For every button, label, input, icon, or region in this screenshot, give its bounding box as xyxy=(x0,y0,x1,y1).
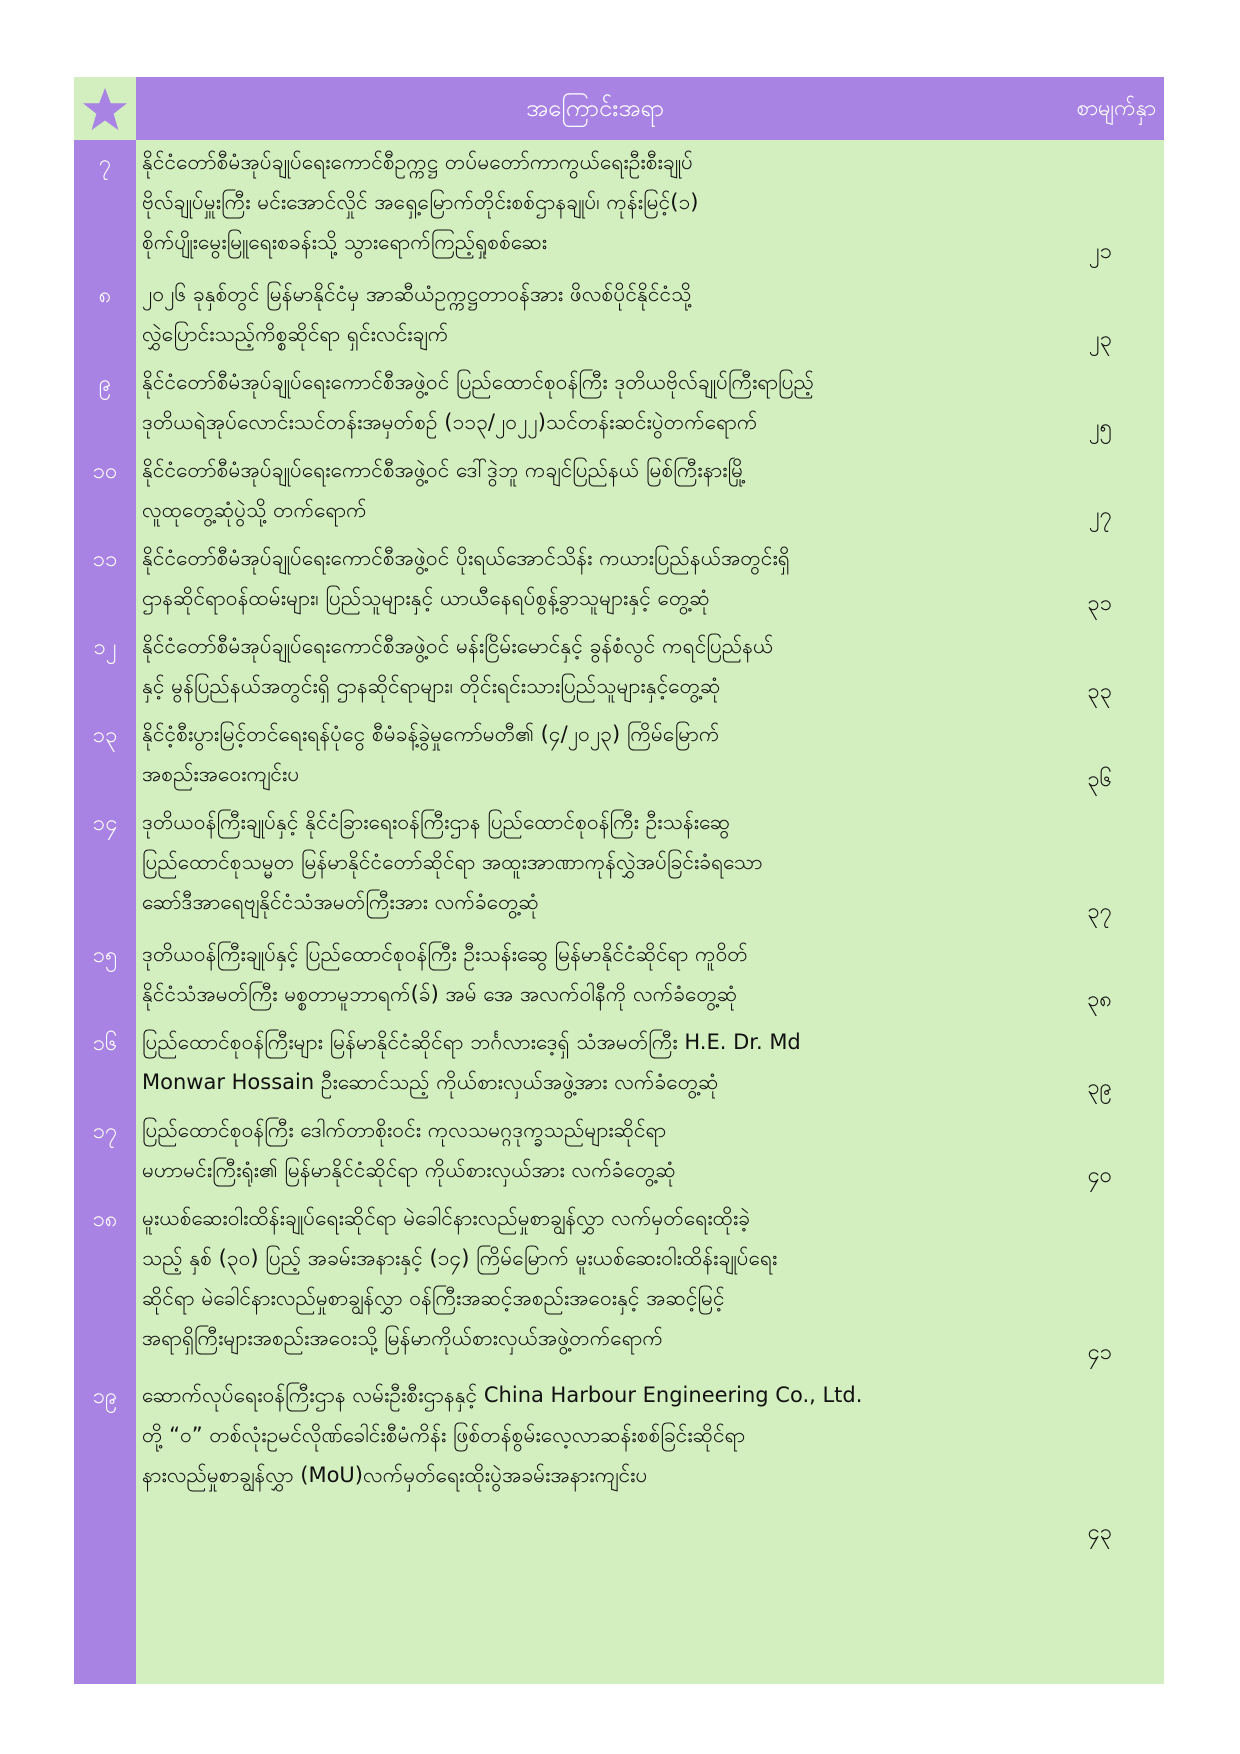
header-page-label: စာမျက်နှာ xyxy=(1076,96,1156,121)
entry-number: ၁၄ xyxy=(92,811,118,836)
entry-number: ၈ xyxy=(98,283,112,308)
entry-page-number: ၃၈ xyxy=(1087,987,1112,1012)
toc-entry[interactable] xyxy=(74,802,1164,934)
toc-entry[interactable] xyxy=(74,450,1164,538)
toc-entry[interactable] xyxy=(74,142,1164,274)
entry-title: နိုင်ငံ့စီးပွားမြင့်တင်ရေးရန်ပုံငွေ စီမံခန့်ခွဲမှုကော်မတီ၏ (၄/၂၀၂၃) ကြိမ်မြောက် အစည်းအဝေးကျင်းပ xyxy=(142,722,720,786)
entry-title: ဒုတိယဝန်ကြီးချုပ်နှင့် နိုင်ငံခြားရေးဝန်ကြီးဌာန ပြည်ထောင်စုဝန်ကြီး ဦးသန်းဆွေ ပြည်ထောင်စုသမ္မတ မြန်မာနိုင်ငံတော်ဆိုင်ရာ အထူးအာဏာကုန်လွှဲအပ်ခြင်းခံရသော ဆော်ဒီအာရေဗျနိုင်ငံသံအမတ်ကြီးအား လက်ခံတွေ့ဆုံ xyxy=(142,810,763,914)
entry-page-number: ၄၁ xyxy=(1087,1340,1112,1365)
entry-title: နိုင်ငံတော်စီမံအုပ်ချုပ်ရေးကောင်စီအဖွဲ့ဝင် ပြည်ထောင်စုဝန်ကြီး ဒုတိယဗိုလ်ချုပ်ကြီးရာပြည့် ဒုတိယရဲအုပ်လောင်းသင်တန်းအမှတ်စဉ် (၁၁၃/၂၀၂၂)သင်တန်းဆင်းပွဲတက်ရောက် xyxy=(142,370,814,434)
entry-number: ၁၃ xyxy=(92,723,118,748)
entry-title: မူးယစ်ဆေးဝါးထိန်းချုပ်ရေးဆိုင်ရာ မဲခေါင်နားလည်မှုစာချွန်လွှာ လက်မှတ်ရေးထိုးခဲ့ သည့် နှစ် (၃၀) ပြည့် အခမ်းအနားနှင့် (၁၄) ကြိမ်မြောက် မူးယစ်ဆေးဝါးထိန်းချုပ်ရေး ဆိုင်ရာ မဲခေါင်နားလည်မှုစာချွန်လွှာ ဝန်ကြီးအဆင့်အစည်းအဝေးနှင့် အဆင့်မြင့် အရာရှိကြီးများအစည်းအဝေးသို့ မြန်မာကိုယ်စားလှယ်အဖွဲ့တက်ရောက် xyxy=(142,1206,778,1350)
star-icon xyxy=(74,77,136,140)
entry-number: ၁၉ xyxy=(92,1384,118,1409)
entry-number: ၁၂ xyxy=(93,635,117,660)
toc-entry[interactable] xyxy=(74,714,1164,802)
entry-page-number: ၂၅ xyxy=(1088,415,1112,440)
entry-number: ၁၈ xyxy=(92,1207,118,1232)
toc-entry[interactable] xyxy=(74,1198,1164,1375)
entry-page-number: ၂၃ xyxy=(1088,327,1112,352)
entry-number: ၁၀ xyxy=(92,459,118,484)
toc-entry[interactable] xyxy=(74,274,1164,362)
entry-page-number: ၄၃ xyxy=(1087,1520,1112,1545)
entry-title: ဆောက်လုပ်ရေးဝန်ကြီးဌာန လမ်းဦးစီးဌာနနှင့် China Harbour Engineering Co., Ltd. တို့ “ဝ” တစ်လုံးဥမင်လိုဏ်ခေါင်းစီမံကိန်း ဖြစ်တန်စွမ်းလေ့လာဆန်းစစ်ခြင်းဆိုင်ရာ နားလည်မှုစာချွန်လွှာ (MoU)လက်မှတ်ရေးထိုးပွဲအခမ်းအနားကျင်းပ xyxy=(142,1383,863,1487)
entry-page-number: ၃၃ xyxy=(1087,679,1112,704)
entry-title: ၂၀၂၆ ခုနှစ်တွင် မြန်မာနိုင်ငံမှ အာဆီယံဥက္ကဋ္ဌတာဝန်အား ဖိလစ်ပိုင်နိုင်ငံသို့ လွှဲပြောင်းသည့်ကိစ္စဆိုင်ရာ ရှင်းလင်းချက် xyxy=(142,282,692,346)
entry-title: ပြည်ထောင်စုဝန်ကြီး ဒေါက်တာစိုးဝင်း ကုလသမဂ္ဂဒုက္ခသည်များဆိုင်ရာ မဟာမင်းကြီးရုံး၏ မြန်မာနိုင်ငံဆိုင်ရာ ကိုယ်စားလှယ်အား လက်ခံတွေ့ဆုံ xyxy=(142,1118,676,1182)
entry-number: ၁၁ xyxy=(92,547,118,572)
toc-entry[interactable] xyxy=(74,1110,1164,1198)
toc-entry[interactable] xyxy=(74,538,1164,626)
entry-page-number: ၂၁ xyxy=(1088,239,1112,264)
toc-entry[interactable] xyxy=(74,1022,1164,1110)
entry-page-number: ၃၉ xyxy=(1087,1075,1112,1100)
toc-header xyxy=(74,77,1164,140)
entry-title: ပြည်ထောင်စုဝန်ကြီးများ မြန်မာနိုင်ငံဆိုင်ရာ ဘင်္ဂလားဒေ့ရှ် သံအမတ်ကြီး H.E. Dr. Md Monwar Hossain ဦးဆောင်သည့် ကိုယ်စားလှယ်အဖွဲ့အား လက်ခံတွေ့ဆုံ xyxy=(142,1030,801,1094)
entry-page-number: ၄၀ xyxy=(1087,1163,1112,1188)
entry-title: နိုင်ငံတော်စီမံအုပ်ချုပ်ရေးကောင်စီအဖွဲ့ဝင် ပိုးရယ်အောင်သိန်း ကယားပြည်နယ်အတွင်းရှိ ဌာနဆိုင်ရာဝန်ထမ်းများ၊ ပြည်သူများနှင့် ယာယီနေရပ်စွန့်ခွာသူများနှင့် တွေ့ဆုံ xyxy=(142,546,790,610)
entry-page-number: ၃၁ xyxy=(1087,591,1112,616)
entry-page-number: ၃၇ xyxy=(1087,899,1112,924)
entry-title: နိုင်ငံတော်စီမံအုပ်ချုပ်ရေးကောင်စီဥက္ကဋ္ဌ တပ်မတော်ကာကွယ်ရေးဦးစီးချုပ် ဗိုလ်ချုပ်မှူးကြီး မင်းအောင်လှိုင် အရှေ့မြောက်တိုင်းစစ်ဌာနချုပ်၊ ကုန်းမြင့်(၁) စိုက်ပျိုးမွေးမြူရေးစခန်းသို့ သွားရောက်ကြည့်ရှုစစ်ဆေး xyxy=(142,150,699,254)
entry-number: ၁၇ xyxy=(92,1119,118,1144)
entry-number: ၇ xyxy=(98,151,112,176)
entry-title: နိုင်ငံတော်စီမံအုပ်ချုပ်ရေးကောင်စီအဖွဲ့ဝင် ဒေါ်ဒွဲဘူ ကချင်ပြည်နယ် မြစ်ကြီးနားမြို့ လူထုတွေ့ဆုံပွဲသို့ တက်ရောက် xyxy=(142,458,747,522)
entry-title: ဒုတိယဝန်ကြီးချုပ်နှင့် ပြည်ထောင်စုဝန်ကြီး ဦးသန်းဆွေ မြန်မာနိုင်ငံဆိုင်ရာ ကူဝိတ် နိုင်ငံသံအမတ်ကြီး မစ္စတာမူဘာရက်(ခ်) အမ် အေ အလက်ဝါနီကို လက်ခံတွေ့ဆုံ xyxy=(142,942,748,1006)
entry-number: ၉ xyxy=(98,371,112,396)
table-of-contents xyxy=(74,77,1164,1684)
toc-entry[interactable] xyxy=(74,1375,1164,1555)
toc-entry[interactable] xyxy=(74,626,1164,714)
entry-number: ၁၆ xyxy=(92,1031,118,1056)
header-title: အကြောင်းအရာ xyxy=(526,94,664,122)
entry-number: ၁၅ xyxy=(92,943,118,968)
toc-entry[interactable] xyxy=(74,362,1164,450)
toc-entry[interactable] xyxy=(74,934,1164,1022)
entry-page-number: ၂၇ xyxy=(1088,503,1112,528)
entry-page-number: ၃၆ xyxy=(1087,767,1112,792)
entry-title: နိုင်ငံတော်စီမံအုပ်ချုပ်ရေးကောင်စီအဖွဲ့ဝင် မန်းငြိမ်းမောင်နှင့် ခွန်စံလွင် ကရင်ပြည်နယ် နှင့် မွန်ပြည်နယ်အတွင်းရှိ ဌာနဆိုင်ရာများ၊ တိုင်းရင်းသားပြည်သူများနှင့်တွေ့ဆုံ xyxy=(142,634,774,698)
